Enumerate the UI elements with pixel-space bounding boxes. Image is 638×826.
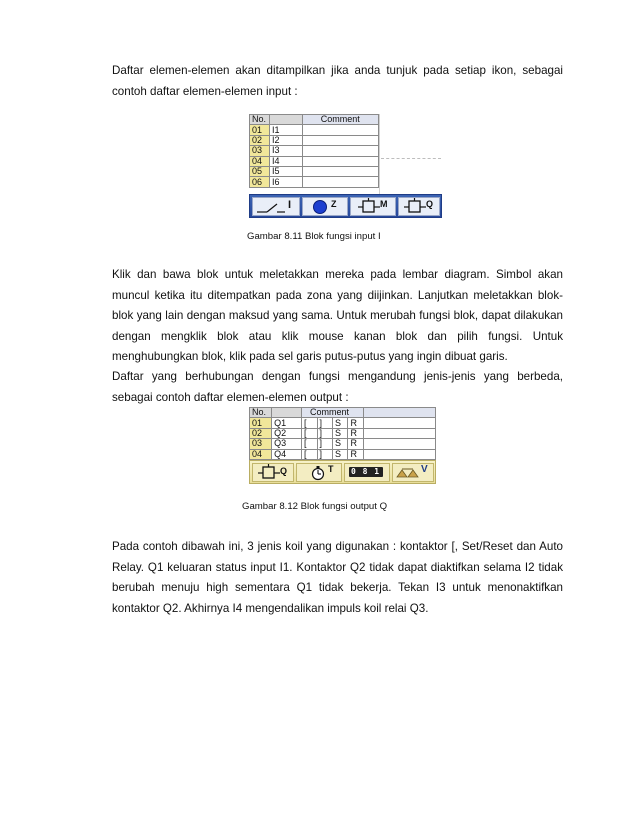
header-no: No. [250, 408, 272, 418]
row-comment[interactable] [363, 428, 435, 438]
toolbar-label-v: V [421, 464, 428, 475]
toolbar-button-t[interactable] [296, 463, 342, 482]
row-set[interactable]: S [332, 418, 347, 428]
blue-circle-icon [311, 198, 331, 215]
row-name: Q3 [272, 439, 302, 449]
toolbar-label-t: T [328, 464, 334, 474]
header-name [269, 115, 302, 125]
row-comment[interactable] [302, 156, 378, 166]
row-name: I4 [269, 156, 302, 166]
row-comment[interactable] [302, 166, 378, 176]
row-name: I6 [269, 177, 302, 187]
output-toolbar [249, 460, 436, 484]
output-block-figure [249, 407, 436, 483]
row-coil-close[interactable]: ] [317, 428, 332, 438]
row-reset[interactable]: R [348, 418, 364, 428]
figure-caption-output: Gambar 8.12 Blok fungsi output Q [242, 501, 388, 512]
toolbar-button-m[interactable] [350, 197, 396, 216]
table-row[interactable] [250, 146, 379, 156]
row-coil-open[interactable]: [ [302, 428, 317, 438]
header-comment: Comment [302, 115, 378, 125]
row-name: I3 [269, 146, 302, 156]
toolbar-label-q: Q [426, 199, 434, 209]
table-row[interactable] [250, 418, 436, 428]
input-list-table [249, 114, 379, 188]
row-no: 02 [250, 135, 270, 145]
row-set[interactable]: S [332, 449, 347, 459]
table-row[interactable] [250, 166, 379, 176]
table-row[interactable] [250, 156, 379, 166]
table-row[interactable] [250, 428, 436, 438]
toolbar-button-q[interactable] [252, 463, 294, 482]
toolbar-label-z: Z [331, 199, 337, 209]
row-no: 05 [250, 166, 270, 176]
row-coil-open[interactable]: [ [302, 439, 317, 449]
counter-icon [349, 467, 383, 477]
row-coil-open[interactable]: [ [302, 418, 317, 428]
diagram-dashed-line [381, 158, 441, 159]
toolbar-button-counter[interactable] [344, 463, 390, 482]
row-set[interactable]: S [332, 428, 347, 438]
row-no: 04 [250, 449, 272, 459]
row-comment[interactable] [363, 449, 435, 459]
diagram-divider [379, 114, 380, 194]
header-no: No. [250, 115, 270, 125]
toolbar-button-input[interactable] [252, 197, 300, 216]
toolbar-button-v[interactable] [392, 463, 434, 482]
paragraph-block-instructions: Klik dan bawa blok untuk meletakkan mereka pada lembar diagram. Simbol akan muncul ketika itu ditempatkan pada zona yang diijinkan. Lanjutkan meletakkan blok-blok yang lain dengan maksud yang sama. Untuk merubah fungsi blok, dapat dilakukan dengan mengklik blok atau klik mouse kanan blok dan pilih fungsi. Untuk menghubungkan blok, klik pada sel garis putus-putus yang ingin dibuat garis. [112, 268, 563, 364]
header-comment: Comment [302, 408, 364, 418]
output-coil-icon [257, 464, 281, 481]
row-name: Q4 [272, 449, 302, 459]
row-coil-close[interactable]: ] [317, 449, 332, 459]
row-comment[interactable] [302, 177, 378, 187]
row-set[interactable]: S [332, 439, 347, 449]
memory-coil-icon [357, 198, 381, 215]
counter-digits: 0 8 1 [351, 467, 381, 476]
output-list-table [249, 407, 436, 460]
toolbar-label-m: M [380, 199, 388, 209]
header-comment-fill [363, 408, 435, 418]
toolbar-label-input: I [288, 199, 292, 211]
row-name: Q1 [272, 418, 302, 428]
toolbar-button-z[interactable] [302, 197, 348, 216]
row-comment[interactable] [363, 418, 435, 428]
paragraph-intro-input: Daftar elemen-elemen akan ditampilkan jika anda tunjuk pada setiap ikon, sebagai contoh daftar elemen-elemen input : [112, 64, 563, 98]
row-no: 04 [250, 156, 270, 166]
input-contact-icon [253, 198, 299, 215]
toolbar-label-q: Q [280, 466, 288, 476]
row-comment[interactable] [363, 439, 435, 449]
row-coil-close[interactable]: ] [317, 439, 332, 449]
row-no: 03 [250, 146, 270, 156]
row-reset[interactable]: R [348, 428, 364, 438]
row-no: 03 [250, 439, 272, 449]
row-name: I1 [269, 125, 302, 135]
figure-caption-input: Gambar 8.11 Blok fungsi input I [247, 231, 381, 242]
row-name: Q2 [272, 428, 302, 438]
row-no: 02 [250, 428, 272, 438]
toolbar-button-q[interactable] [398, 197, 440, 216]
table-row[interactable] [250, 125, 379, 135]
header-name [272, 408, 302, 418]
comparator-icon [395, 464, 423, 481]
table-header-row [250, 408, 436, 418]
row-comment[interactable] [302, 125, 378, 135]
table-row[interactable] [250, 135, 379, 145]
row-coil-close[interactable]: ] [317, 418, 332, 428]
input-block-figure [249, 114, 442, 218]
row-coil-open[interactable]: [ [302, 449, 317, 459]
row-name: I5 [269, 166, 302, 176]
table-row[interactable] [250, 177, 379, 187]
table-row[interactable] [250, 449, 436, 459]
table-row[interactable] [250, 439, 436, 449]
output-coil-icon [403, 198, 427, 215]
row-reset[interactable]: R [348, 439, 364, 449]
paragraph-example-coils: Pada contoh dibawah ini, 3 jenis koil yang digunakan : kontaktor [, Set/Reset dan Auto Relay. Q1 keluaran status input I1. Kontaktor Q2 tidak dapat diaktifkan selama I2 tidak berubah menuju high sementara Q1 tidak bekerja. Tekan I3 untuk menonaktifkan kontaktor Q2. Akhirnya I4 mengendalikan impuls koil relai Q3. [112, 540, 563, 615]
table-header-row [250, 115, 379, 125]
input-toolbar [249, 194, 442, 218]
row-no: 01 [250, 125, 270, 135]
row-reset[interactable]: R [348, 449, 364, 459]
row-comment[interactable] [302, 135, 378, 145]
row-no: 06 [250, 177, 270, 187]
paragraph-intro-output: Daftar yang berhubungan dengan fungsi mengandung jenis-jenis yang berbeda, sebagai contoh daftar elemen-elemen output : [112, 370, 563, 404]
row-comment[interactable] [302, 146, 378, 156]
row-no: 01 [250, 418, 272, 428]
row-name: I2 [269, 135, 302, 145]
